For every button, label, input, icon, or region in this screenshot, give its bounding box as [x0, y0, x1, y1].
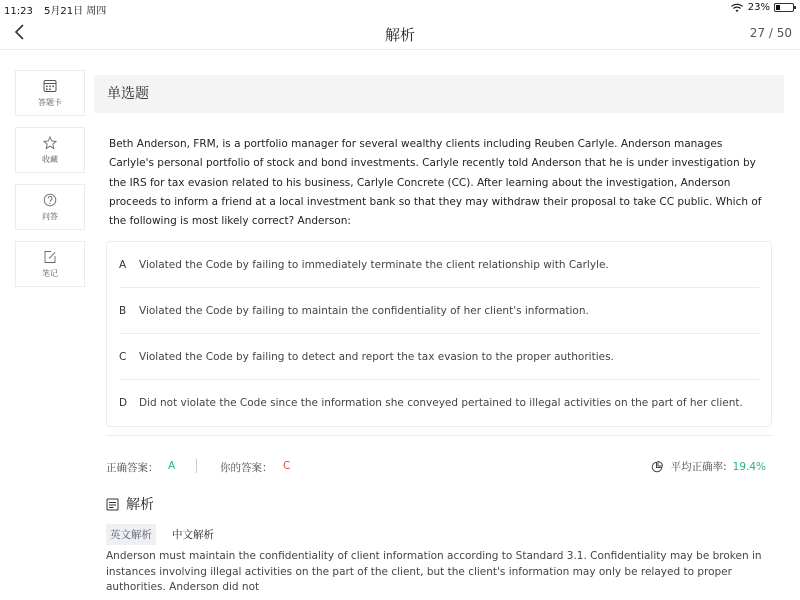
- options-list: [106, 241, 772, 427]
- document-icon: [106, 498, 119, 511]
- your-answer-value: C: [283, 460, 291, 473]
- page-counter: 27 / 50: [749, 26, 792, 40]
- status-bar: [0, 0, 800, 16]
- sidebar-item-answer-card[interactable]: [15, 70, 85, 116]
- battery-icon: [774, 3, 794, 12]
- sidebar-item-notes[interactable]: [15, 241, 85, 287]
- answer-row: [106, 458, 772, 476]
- sidebar-item-label: 收藏: [42, 154, 58, 164]
- pie-chart-icon: [651, 461, 663, 473]
- tab-chinese-analysis[interactable]: 中文解析: [172, 529, 214, 542]
- analysis-header: [106, 494, 772, 514]
- main-content: [94, 75, 784, 594]
- status-left: [4, 2, 114, 17]
- analysis-text: Anderson must maintain the confidentiality of client information according to Standard 3.1. Confidentiality may be broken in instances involving illegal activities on the part of the client, but the client's information may only be relayed to proper authorities. Anderson did not: [106, 550, 762, 594]
- sidebar-item-label: 问答: [42, 211, 58, 221]
- answer-separator: [196, 459, 197, 473]
- question-icon: [43, 193, 57, 207]
- question-type: 单选题: [94, 75, 784, 113]
- status-time: 11:23: [4, 6, 33, 17]
- analysis-title: 解析: [126, 497, 154, 514]
- sidebar: [15, 70, 85, 298]
- option-letter: B: [119, 304, 127, 317]
- note-edit-icon: [43, 250, 57, 264]
- option-text: Did not violate the Code since the information she conveyed pertained to illegal activities on the part of her client.: [139, 397, 743, 410]
- star-icon: [43, 136, 57, 150]
- sidebar-item-label: 笔记: [42, 268, 58, 278]
- answer-card-icon: [43, 79, 57, 93]
- correct-answer-label: 正确答案：: [106, 462, 159, 475]
- sidebar-item-qa[interactable]: [15, 184, 85, 230]
- page-title: 解析: [384, 26, 415, 44]
- your-answer-label: 你的答案：: [220, 462, 273, 475]
- option-text: Violated the Code by failing to detect and report the tax evasion to the proper authorities.: [139, 350, 614, 363]
- analysis-language-tabs: [106, 524, 772, 545]
- battery-percent: 23%: [747, 2, 770, 13]
- option-text: Violated the Code by failing to maintain the confidentiality of her client's information.: [139, 304, 589, 317]
- option-letter: D: [119, 397, 128, 410]
- tab-english-analysis[interactable]: 英文解析: [106, 524, 156, 545]
- divider: [106, 435, 772, 436]
- option-letter: A: [119, 258, 127, 271]
- battery-fill: [776, 5, 780, 10]
- option-letter: C: [119, 350, 127, 363]
- wifi-icon: [731, 3, 743, 13]
- option-b[interactable]: [119, 288, 759, 334]
- nav-bar: [0, 16, 800, 50]
- status-date: 5月21日 周四: [44, 6, 107, 17]
- option-d[interactable]: [119, 380, 759, 426]
- option-text: Violated the Code by failing to immediately terminate the client relationship with Carlyle.: [139, 258, 609, 271]
- average-rate: [651, 459, 766, 474]
- option-a[interactable]: [119, 242, 759, 288]
- option-c[interactable]: [119, 334, 759, 380]
- average-rate-label: 平均正确率:: [670, 461, 727, 474]
- status-right: [731, 2, 794, 13]
- correct-answer-value: A: [168, 460, 176, 473]
- sidebar-item-label: 答题卡: [38, 97, 62, 107]
- question-text: Beth Anderson, FRM, is a portfolio manager for several wealthy clients including Reuben Carlyle. Anderson manages Carlyle's personal portfolio of stock and bond investments. Carlyle recently told Anderson that he is under investigation by the IRS for tax evasion related to his business, Carlyle Concrete (CC). After learning about the investigation, Anderson proceeds to inform a friend at a local investment bank so that they may withdraw their proposal to take CC public. Which of the following is most likely correct? Anderson:: [109, 138, 762, 228]
- sidebar-item-favorite[interactable]: [15, 127, 85, 173]
- average-rate-value: 19.4%: [732, 460, 766, 473]
